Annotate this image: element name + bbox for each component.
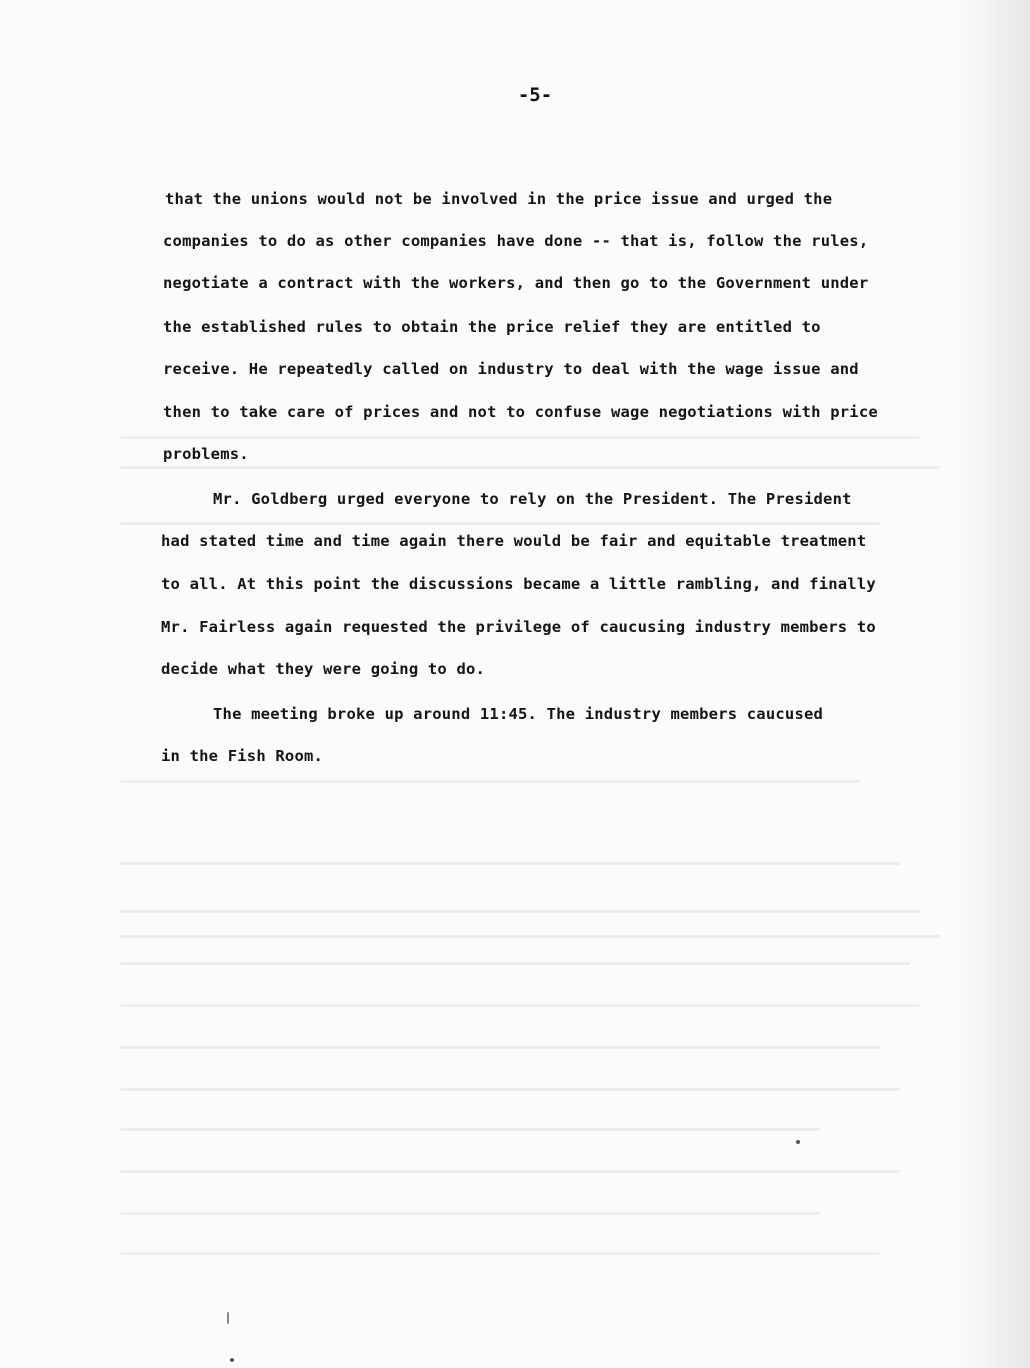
paper-speck [227,1312,229,1324]
body-line: that the unions would not be involved in the price issue and urged the [165,190,833,208]
bleed-through-mark [120,466,940,469]
bleed-through-mark [120,522,880,525]
body-line: The meeting broke up around 11:45. The industry members caucused [213,705,824,723]
body-line: then to take care of prices and not to confuse wage negotiations with price [163,403,878,421]
page-number: -5- [517,84,553,106]
body-line: Mr. Goldberg urged everyone to rely on the President. The President [213,490,852,508]
bleed-through-mark [120,780,860,783]
body-line: had stated time and time again there would be fair and equitable treatment [161,532,867,550]
body-line: receive. He repeatedly called on industry to deal with the wage issue and [163,360,859,378]
bleed-through-mark [120,962,910,965]
paper-speck [796,1140,800,1144]
body-line: negotiate a contract with the workers, and then go to the Government under [163,274,869,292]
bleed-through-mark [120,1128,820,1131]
body-line: decide what they were going to do. [161,660,486,678]
bleed-through-mark [120,436,920,439]
bleed-through-mark [120,1088,900,1091]
bleed-through-mark [120,862,900,865]
bleed-through-mark [120,935,940,938]
body-line: problems. [163,445,249,463]
bleed-through-mark [120,1212,820,1215]
bleed-through-mark [120,1170,900,1173]
body-line: Mr. Fairless again requested the privilege of caucusing industry members to [161,618,876,636]
body-line: in the Fish Room. [161,747,324,765]
bleed-through-mark [120,1046,880,1049]
bleed-through-mark [120,910,920,913]
page-edge-shadow [960,0,1030,1368]
body-line: to all. At this point the discussions became a little rambling, and finally [161,575,876,593]
bleed-through-mark [120,1252,880,1255]
bleed-through-mark [120,1004,920,1007]
body-line: the established rules to obtain the price relief they are entitled to [163,318,821,336]
body-line: companies to do as other companies have done -- that is, follow the rules, [163,232,869,250]
paper-speck [230,1358,234,1362]
